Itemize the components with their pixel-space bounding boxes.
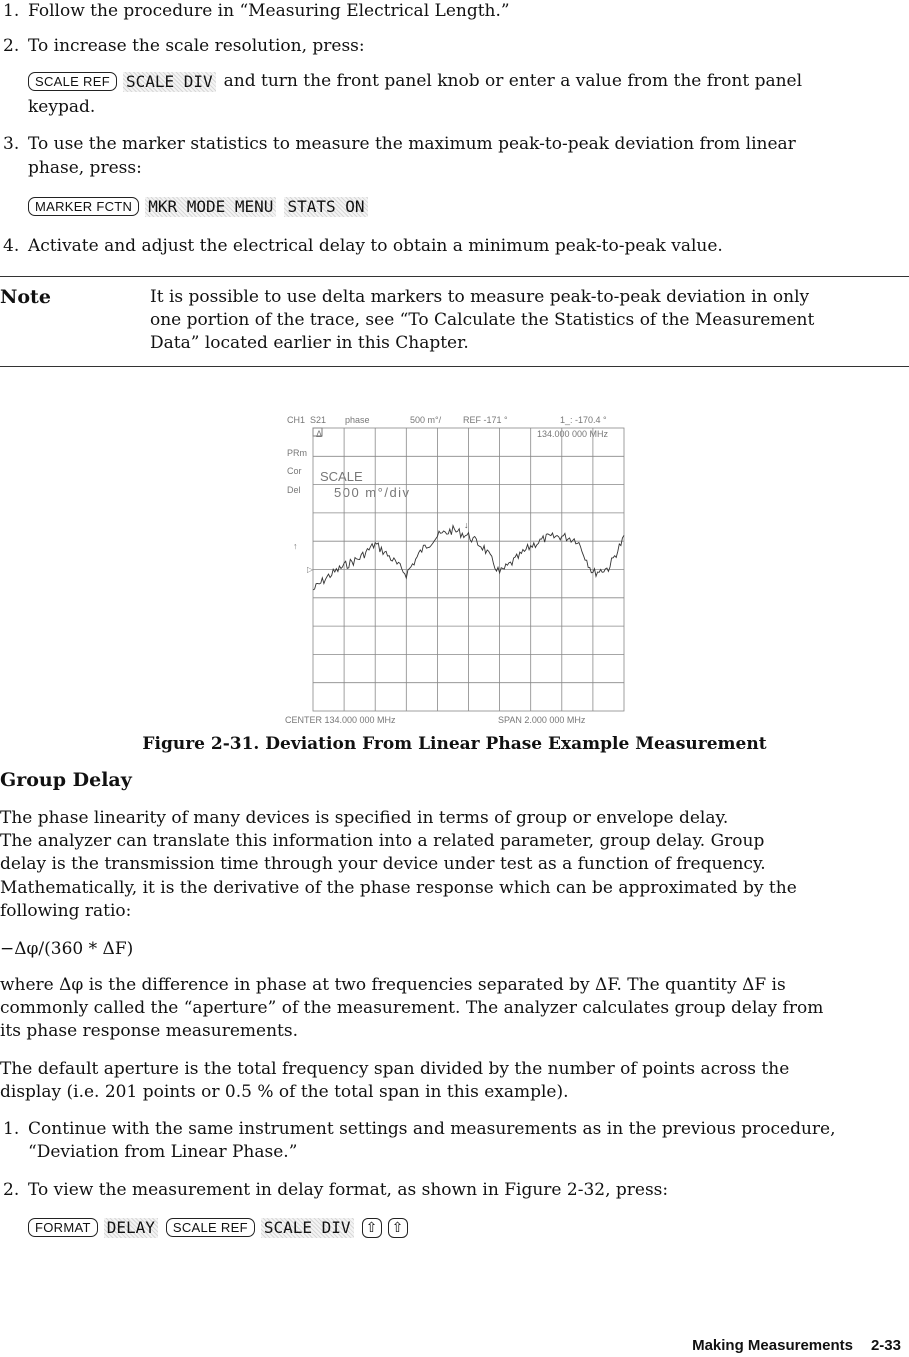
key-sequence: [28, 1217, 414, 1238]
span-label: SPAN 2.000 000 MHz: [498, 715, 586, 725]
analyzer-screen: [280, 408, 630, 728]
marker-symbol: ↓: [464, 520, 469, 530]
up-arrow-key-icon[interactable]: ⇧: [362, 1218, 382, 1238]
format-hardkey[interactable]: FORMAT: [28, 1218, 98, 1237]
step-text: To increase the scale resolution, press:: [28, 36, 365, 56]
format-label: phase: [345, 415, 370, 425]
figure-caption: Figure 2-31. Deviation From Linear Phase Example Measurement: [142, 734, 767, 754]
paragraph-line: The phase linearity of many devices is specified in terms of group or envelope delay.: [0, 808, 729, 828]
step-text: To use the marker statistics to measure the maximum peak-to-peak deviation from linear: [28, 134, 796, 154]
scale-label: 500 m°/: [410, 415, 442, 425]
delay-softkey[interactable]: DELAY: [104, 1218, 158, 1238]
formula: −Δφ/(360 * ΔF): [0, 939, 134, 959]
step-number: 2.: [3, 36, 20, 56]
delta-box-label: Δ: [316, 429, 323, 439]
paragraph-line: its phase response measurements.: [0, 1021, 298, 1041]
paragraph-line: The default aperture is the total frequency span divided by the number of points across the: [0, 1059, 790, 1079]
ref-pointer: ↑: [293, 541, 298, 551]
divider: [0, 366, 909, 367]
step-text: “Deviation from Linear Phase.”: [28, 1142, 298, 1162]
key-sequence: [28, 71, 802, 92]
mkr-mode-menu-softkey[interactable]: MKR MODE MENU: [145, 197, 276, 217]
step-number: 2.: [3, 1180, 20, 1200]
paragraph-line: where Δφ is the difference in phase at two frequencies separated by ΔF. The quantity ΔF is: [0, 975, 786, 995]
step-number: 4.: [3, 236, 20, 256]
stats-on-softkey[interactable]: STATS ON: [284, 197, 367, 217]
note-text: one portion of the trace, see “To Calculate the Statistics of the Measurement: [150, 310, 815, 330]
scale-div-softkey[interactable]: SCALE DIV: [261, 1218, 354, 1238]
paragraph-line: following ratio:: [0, 901, 132, 921]
step-number: 3.: [3, 134, 20, 154]
step-number: 1.: [3, 1, 20, 21]
footer-page-number: 2-33: [870, 1337, 901, 1354]
step-text: and turn the front panel knob or enter a value from the front panel: [223, 71, 803, 91]
param-label: S21: [310, 415, 327, 425]
step-text: Continue with the same instrument settings and measurements as in the previous procedure,: [28, 1119, 836, 1139]
step-text: phase, press:: [28, 158, 142, 178]
overlay-value: 500 m°/div: [334, 485, 411, 500]
center-label: CENTER 134.000 000 MHz: [285, 715, 396, 725]
note-label: Note: [0, 286, 51, 308]
page-footer: [674, 1337, 901, 1354]
note-text: Data” located earlier in this Chapter.: [150, 333, 469, 353]
footer-section: Making Measurements: [692, 1337, 853, 1354]
ref-position-marker: ▷: [307, 565, 314, 574]
scale-ref-hardkey[interactable]: SCALE REF: [166, 1218, 255, 1237]
step-text: Activate and adjust the electrical delay to obtain a minimum peak-to-peak value.: [28, 236, 723, 256]
step-number: 1.: [3, 1119, 20, 1139]
marker-fctn-hardkey[interactable]: MARKER FCTN: [28, 197, 139, 216]
overlay-title: SCALE: [320, 469, 363, 484]
screen-annotation: PRm: [287, 448, 307, 458]
marker-freq: 134.000 000 MHz: [537, 429, 609, 439]
paragraph-line: The analyzer can translate this information into a related parameter, group delay. Group: [0, 831, 765, 851]
up-arrow-key-icon[interactable]: ⇧: [388, 1218, 408, 1238]
channel-label: CH1: [287, 415, 306, 425]
paragraph-line: delay is the transmission time through your device under test as a function of frequency.: [0, 854, 766, 874]
screen-annotation: Del: [287, 485, 301, 495]
key-sequence: [28, 196, 376, 217]
scale-div-softkey[interactable]: SCALE DIV: [123, 72, 216, 92]
screen-annotation: Cor: [287, 466, 302, 476]
paragraph-line: Mathematically, it is the derivative of the phase response which can be approximated by the: [0, 878, 797, 898]
section-heading: Group Delay: [0, 769, 132, 791]
paragraph-line: display (i.e. 201 points or 0.5 % of the total span in this example).: [0, 1082, 569, 1102]
marker-readout: 1_: -170.4 °: [560, 415, 607, 425]
step-text: To view the measurement in delay format, as shown in Figure 2-32, press:: [28, 1180, 669, 1200]
note-text: It is possible to use delta markers to measure peak-to-peak deviation in only: [150, 287, 810, 307]
ref-label: REF -171 °: [463, 415, 508, 425]
divider: [0, 276, 909, 277]
scale-ref-hardkey[interactable]: SCALE REF: [28, 72, 117, 91]
step-text: keypad.: [28, 97, 96, 117]
step-text: Follow the procedure in “Measuring Electrical Length.”: [28, 1, 510, 21]
paragraph-line: commonly called the “aperture” of the measurement. The analyzer calculates group delay from: [0, 998, 824, 1018]
